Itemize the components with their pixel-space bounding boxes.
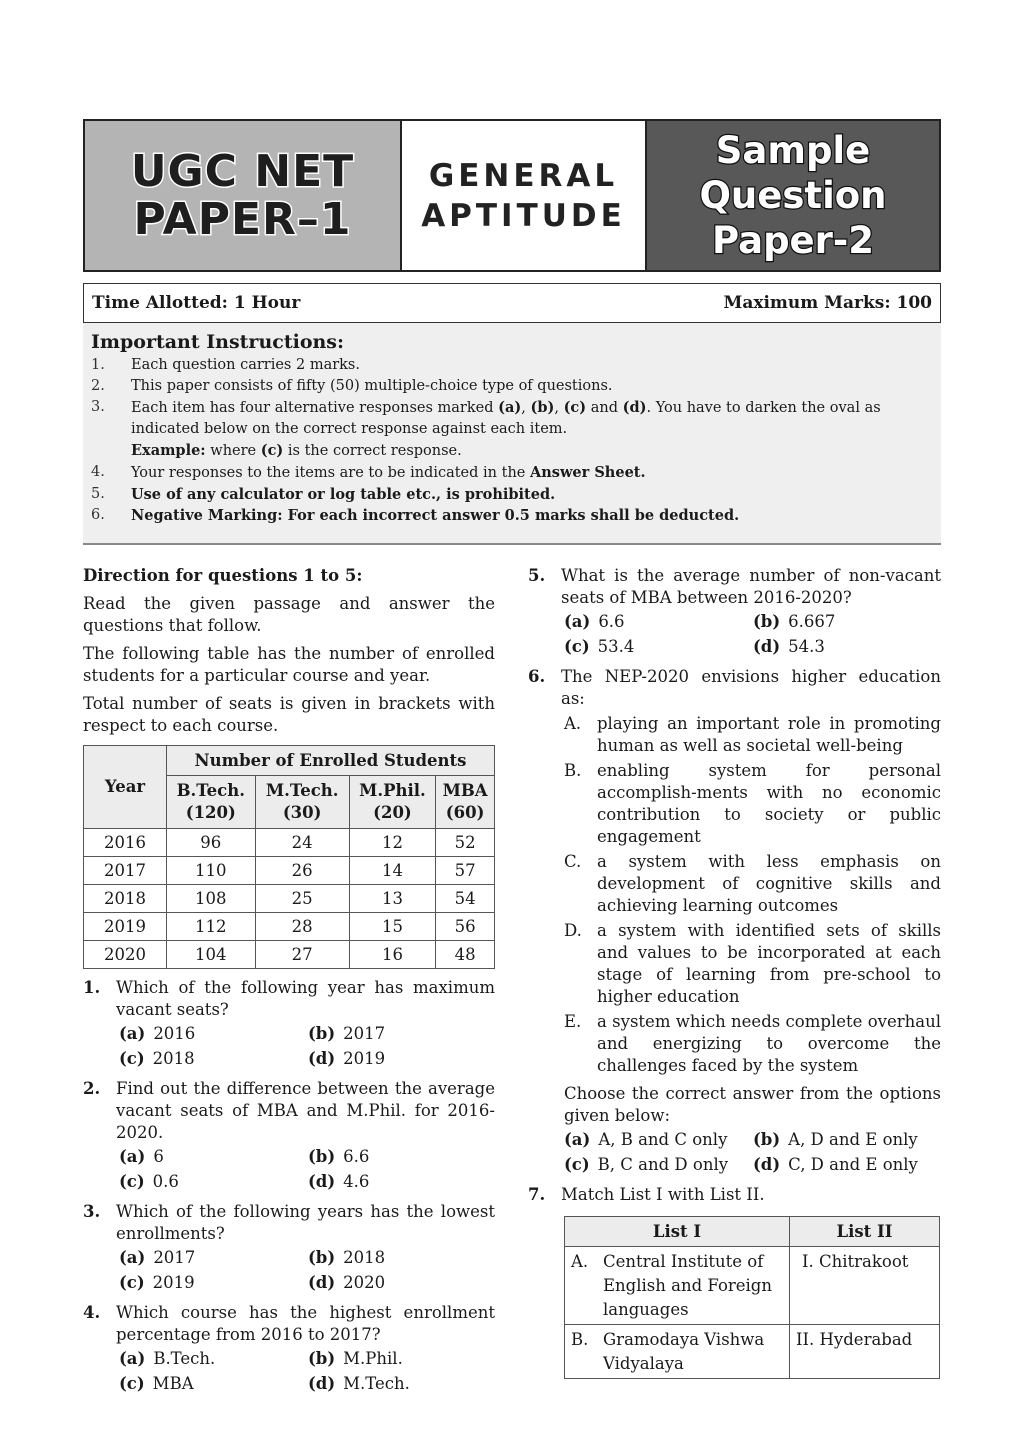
option[interactable] xyxy=(308,1272,495,1294)
statement-letter: A. xyxy=(564,714,582,733)
instruction-item xyxy=(91,376,933,397)
question-text: Find out the difference between the average vacant seats of MBA and M.Phil. for 2016-2020. xyxy=(116,1079,495,1142)
option-text: 2016 xyxy=(153,1024,196,1043)
statement-item xyxy=(564,920,941,1008)
instruction-number: 4. xyxy=(91,464,105,480)
question-options xyxy=(119,1348,495,1395)
statement-text: playing an important role in promoting human as well as societal well-being xyxy=(597,714,941,755)
table-cell: 25 xyxy=(255,885,349,913)
question-number: 3. xyxy=(83,1202,101,1221)
option-text: 0.6 xyxy=(152,1172,179,1191)
option-letter: (a) xyxy=(119,1248,146,1267)
option[interactable] xyxy=(119,1348,308,1370)
course-name: M.Tech. xyxy=(265,781,339,800)
question-text: Which course has the highest enrollment percentage from 2016 to 2017? xyxy=(116,1303,495,1344)
instruction-text-part: and xyxy=(586,400,623,416)
list-2-cell: I. Chitrakoot xyxy=(790,1247,940,1325)
table-cell: 27 xyxy=(255,941,349,969)
question-5 xyxy=(528,565,941,609)
statement-letter: C. xyxy=(564,852,582,871)
statement-letter: D. xyxy=(564,921,582,940)
option-letter: (a) xyxy=(564,1130,591,1149)
direction-paragraph: Read the given passage and answer the questions that follow. xyxy=(83,594,495,635)
table-row xyxy=(84,913,495,941)
question-text: The NEP-2020 envisions higher education as: xyxy=(561,667,941,708)
time-marks-bar xyxy=(83,283,941,323)
option[interactable] xyxy=(119,1247,308,1269)
option-marker: (d) xyxy=(622,399,647,416)
option-letter: (c) xyxy=(564,637,590,656)
option[interactable] xyxy=(564,611,753,633)
left-column xyxy=(83,565,495,1395)
table-cell: 48 xyxy=(436,941,495,969)
course-name: MBA xyxy=(442,781,488,800)
instructions-title: Important Instructions: xyxy=(91,331,345,353)
table-cell: 52 xyxy=(436,829,495,857)
option[interactable] xyxy=(753,1154,941,1176)
instruction-number: 3. xyxy=(91,399,105,415)
exam-name-line-2: PAPER–1 xyxy=(133,193,352,245)
option-text: C, D and E only xyxy=(788,1155,918,1174)
option-text: 4.6 xyxy=(343,1172,370,1191)
instruction-number: 5. xyxy=(91,486,105,502)
list-2-header: List II xyxy=(790,1217,940,1247)
instruction-item xyxy=(91,505,933,526)
statement-item xyxy=(564,760,941,848)
option-text: 6.6 xyxy=(343,1147,370,1166)
statement-letter: E. xyxy=(564,1012,582,1031)
table-cell: 2016 xyxy=(84,829,167,857)
option-text: 6.667 xyxy=(788,612,836,631)
question-number: 1. xyxy=(83,978,101,997)
course-name: M.Phil. xyxy=(359,781,426,800)
table-cell: 110 xyxy=(167,857,256,885)
table-cell: 96 xyxy=(167,829,256,857)
table-cell: 2017 xyxy=(84,857,167,885)
option-text: 2018 xyxy=(152,1049,195,1068)
right-column xyxy=(528,565,941,1379)
option-text: 2019 xyxy=(343,1049,386,1068)
table-cell: 54 xyxy=(436,885,495,913)
title-banner xyxy=(83,119,941,272)
statement-item xyxy=(564,713,941,757)
option-text: 2020 xyxy=(343,1273,386,1292)
table-cell: 57 xyxy=(436,857,495,885)
column-header xyxy=(436,776,495,829)
option-text: 2019 xyxy=(152,1273,195,1292)
statement-item xyxy=(564,851,941,917)
match-row xyxy=(565,1247,940,1325)
direction-paragraph: Total number of seats is given in brackets with respect to each course. xyxy=(83,694,495,735)
instruction-text xyxy=(131,462,933,484)
match-row xyxy=(565,1325,940,1379)
option-marker: (b) xyxy=(530,399,555,416)
course-seats: (20) xyxy=(373,803,412,822)
option-text: M.Phil. xyxy=(343,1349,403,1368)
option-letter: (b) xyxy=(308,1248,336,1267)
instruction-item xyxy=(91,484,933,505)
option-letter: (b) xyxy=(308,1147,336,1166)
option-text: 2018 xyxy=(343,1248,386,1267)
paper-label-line-3: Paper-2 xyxy=(711,219,875,262)
list-1-text: Gramodaya Vishwa Vidyalaya xyxy=(603,1330,765,1373)
year-header: Year xyxy=(84,746,167,829)
column-header xyxy=(167,776,256,829)
paper-label-line-1: Sample xyxy=(715,129,871,172)
table-cell: 108 xyxy=(167,885,256,913)
option-text: 2017 xyxy=(153,1248,196,1267)
example-part: where xyxy=(205,443,261,459)
direction-title: Direction for questions 1 to 5: xyxy=(83,566,363,585)
option-text: M.Tech. xyxy=(343,1374,410,1393)
option-letter: (c) xyxy=(564,1155,590,1174)
option[interactable] xyxy=(753,636,941,658)
statement-text: a system which needs complete overhaul and energizing to overcome the challenges faced by the system xyxy=(597,1012,941,1075)
option-text: 2017 xyxy=(343,1024,386,1043)
choose-instruction: Choose the correct answer from the options given below: xyxy=(564,1084,941,1125)
question-text: Which of the following years has the lowest enrollments? xyxy=(116,1202,495,1243)
list-2-cell: II. Hyderabad xyxy=(790,1325,940,1379)
option-marker: (c) xyxy=(563,399,587,416)
statement-text: a system with identified sets of skills and values to be incorporated at each stage of learning from pre-school to higher education xyxy=(597,921,941,1006)
statement-text: enabling system for personal accomplish-ments with no economic contribution to society or public engagement xyxy=(597,761,941,846)
table-cell: 15 xyxy=(349,913,435,941)
option-letter: (a) xyxy=(119,1349,146,1368)
instruction-text: Each question carries 2 marks. xyxy=(131,357,360,373)
question-text: What is the average number of non-vacant seats of MBA between 2016-2020? xyxy=(561,566,941,607)
option-letter: (d) xyxy=(308,1374,336,1393)
table-cell: 13 xyxy=(349,885,435,913)
option[interactable] xyxy=(308,1048,495,1070)
statement-letter: B. xyxy=(564,761,582,780)
option-letter: (d) xyxy=(308,1273,336,1292)
course-seats: (120) xyxy=(185,803,236,822)
option[interactable] xyxy=(308,1171,495,1193)
table-cell: 104 xyxy=(167,941,256,969)
table-cell: 24 xyxy=(255,829,349,857)
instruction-text: Negative Marking: For each incorrect answer 0.5 marks shall be deducted. xyxy=(131,507,740,524)
option-letter: (c) xyxy=(119,1049,145,1068)
option-text: 6.6 xyxy=(598,612,625,631)
option-letter: (d) xyxy=(753,637,781,656)
time-allotted: Time Allotted: 1 Hour xyxy=(92,293,301,313)
table-cell: 12 xyxy=(349,829,435,857)
instruction-example xyxy=(91,440,933,462)
example-label: Example: xyxy=(131,442,206,459)
option-text: A, B and C only xyxy=(598,1130,728,1149)
course-seats: (60) xyxy=(445,803,485,822)
instruction-number: 1. xyxy=(91,357,105,373)
table-cell: 2020 xyxy=(84,941,167,969)
table-cell: 14 xyxy=(349,857,435,885)
instruction-bold: Answer Sheet. xyxy=(529,464,646,481)
option-text: A, D and E only xyxy=(788,1130,918,1149)
example-text xyxy=(131,440,933,462)
question-options xyxy=(119,1146,495,1193)
subject-line-2: APTITUDE xyxy=(421,197,626,234)
instruction-item xyxy=(91,355,933,376)
instruction-item xyxy=(91,462,933,484)
question-number: 6. xyxy=(528,667,546,686)
exam-name-line-1: UGC NET xyxy=(130,145,355,197)
question-4 xyxy=(83,1302,495,1346)
question-7 xyxy=(528,1184,941,1206)
option-text: MBA xyxy=(152,1374,194,1393)
option-text: 53.4 xyxy=(597,637,635,656)
option-text: B, C and D only xyxy=(597,1155,729,1174)
column-header xyxy=(349,776,435,829)
table-cell: 2019 xyxy=(84,913,167,941)
table-cell: 26 xyxy=(255,857,349,885)
question-number: 4. xyxy=(83,1303,101,1322)
option-letter: (b) xyxy=(308,1024,336,1043)
option[interactable] xyxy=(308,1373,495,1395)
option-letter: (c) xyxy=(119,1273,145,1292)
option[interactable] xyxy=(308,1247,495,1269)
question-3 xyxy=(83,1201,495,1245)
option[interactable] xyxy=(119,1023,308,1045)
group-header: Number of Enrolled Students xyxy=(167,746,495,776)
option-letter: (a) xyxy=(119,1024,146,1043)
table-cell: 16 xyxy=(349,941,435,969)
question-1 xyxy=(83,977,495,1021)
instruction-text-part: . You have to darken the oval as indicated below on the correct response against each item. xyxy=(131,400,881,437)
subject-cell xyxy=(402,121,647,270)
example-part: (c) xyxy=(260,442,284,459)
match-list-table xyxy=(564,1216,940,1379)
instruction-number: 6. xyxy=(91,507,105,523)
table-cell: 56 xyxy=(436,913,495,941)
instruction-number: 2. xyxy=(91,378,105,394)
list-1-cell xyxy=(565,1325,790,1379)
option-letter: (d) xyxy=(308,1172,336,1191)
table-row xyxy=(84,941,495,969)
question-text: Match List I with List II. xyxy=(561,1185,765,1204)
option[interactable] xyxy=(308,1348,495,1370)
subject-line-1: GENERAL xyxy=(428,157,619,194)
option-text: 6 xyxy=(153,1147,164,1166)
table-row xyxy=(84,857,495,885)
instruction-text-part: Your responses to the items are to be indicated in the xyxy=(131,465,530,481)
direction-paragraph: The following table has the number of enrolled students for a particular course and year. xyxy=(83,644,495,685)
option-letter: (b) xyxy=(753,1130,781,1149)
option[interactable] xyxy=(753,611,941,633)
table-row xyxy=(84,885,495,913)
option[interactable] xyxy=(753,1129,941,1151)
question-options xyxy=(564,1129,941,1176)
question-6 xyxy=(528,666,941,710)
question-number: 7. xyxy=(528,1185,546,1204)
list-1-text: Central Institute of English and Foreign languages xyxy=(603,1252,772,1319)
instruction-text: Use of any calculator or log table etc., is prohibited. xyxy=(131,486,556,503)
option[interactable] xyxy=(119,1171,308,1193)
option-letter: (c) xyxy=(119,1172,145,1191)
question-number: 5. xyxy=(528,566,546,585)
option-letter: (b) xyxy=(308,1349,336,1368)
option-letter: (d) xyxy=(753,1155,781,1174)
option[interactable] xyxy=(308,1023,495,1045)
option-text: 54.3 xyxy=(788,637,825,656)
option[interactable] xyxy=(119,1272,308,1294)
option[interactable] xyxy=(564,1154,753,1176)
option-letter: (c) xyxy=(119,1374,145,1393)
option-marker: (a) xyxy=(498,399,522,416)
course-seats: (30) xyxy=(282,803,322,822)
maximum-marks: Maximum Marks: 100 xyxy=(723,293,932,313)
table-cell: 28 xyxy=(255,913,349,941)
option[interactable] xyxy=(564,1129,753,1151)
column-header xyxy=(255,776,349,829)
statement-list xyxy=(564,713,941,1127)
instructions-box xyxy=(83,323,941,545)
table-cell: 2018 xyxy=(84,885,167,913)
option[interactable] xyxy=(119,1146,308,1168)
table-cell: 112 xyxy=(167,913,256,941)
option[interactable] xyxy=(308,1146,495,1168)
paper-label-cell xyxy=(647,121,939,270)
list-1-header: List I xyxy=(565,1217,790,1247)
option[interactable] xyxy=(119,1373,308,1395)
instruction-text-part: Each item has four alternative responses marked xyxy=(131,400,499,416)
instruction-item xyxy=(91,397,933,440)
course-name: B.Tech. xyxy=(176,781,245,800)
statement-item xyxy=(564,1011,941,1077)
option[interactable] xyxy=(119,1048,308,1070)
question-options xyxy=(564,611,941,658)
enrollment-table xyxy=(83,745,495,969)
option-letter: (a) xyxy=(564,612,591,631)
option[interactable] xyxy=(564,636,753,658)
question-options xyxy=(119,1247,495,1294)
list-1-cell xyxy=(565,1247,790,1325)
exam-name-cell xyxy=(85,121,402,270)
table-row xyxy=(84,829,495,857)
instruction-text: Each item has four alternative responses marked (a), (b), (c) and (d). You have to darken the oval as indicated below on the correct response against each item. xyxy=(131,399,881,437)
option-letter: (a) xyxy=(119,1147,146,1166)
list-letter: A. xyxy=(571,1252,589,1271)
list-letter: B. xyxy=(571,1330,589,1349)
option-letter: (d) xyxy=(308,1049,336,1068)
statement-text: a system with less emphasis on development of cognitive skills and achieving learning outcomes xyxy=(597,852,941,915)
example-part: is the correct response. xyxy=(283,443,462,459)
question-text: Which of the following year has maximum vacant seats? xyxy=(116,978,495,1019)
question-number: 2. xyxy=(83,1079,101,1098)
option-letter: (b) xyxy=(753,612,781,631)
option-text: B.Tech. xyxy=(153,1349,216,1368)
paper-label-line-2: Question xyxy=(699,174,887,217)
question-2 xyxy=(83,1078,495,1144)
question-options xyxy=(119,1023,495,1070)
instruction-text: This paper consists of fifty (50) multiple-choice type of questions. xyxy=(131,378,613,394)
